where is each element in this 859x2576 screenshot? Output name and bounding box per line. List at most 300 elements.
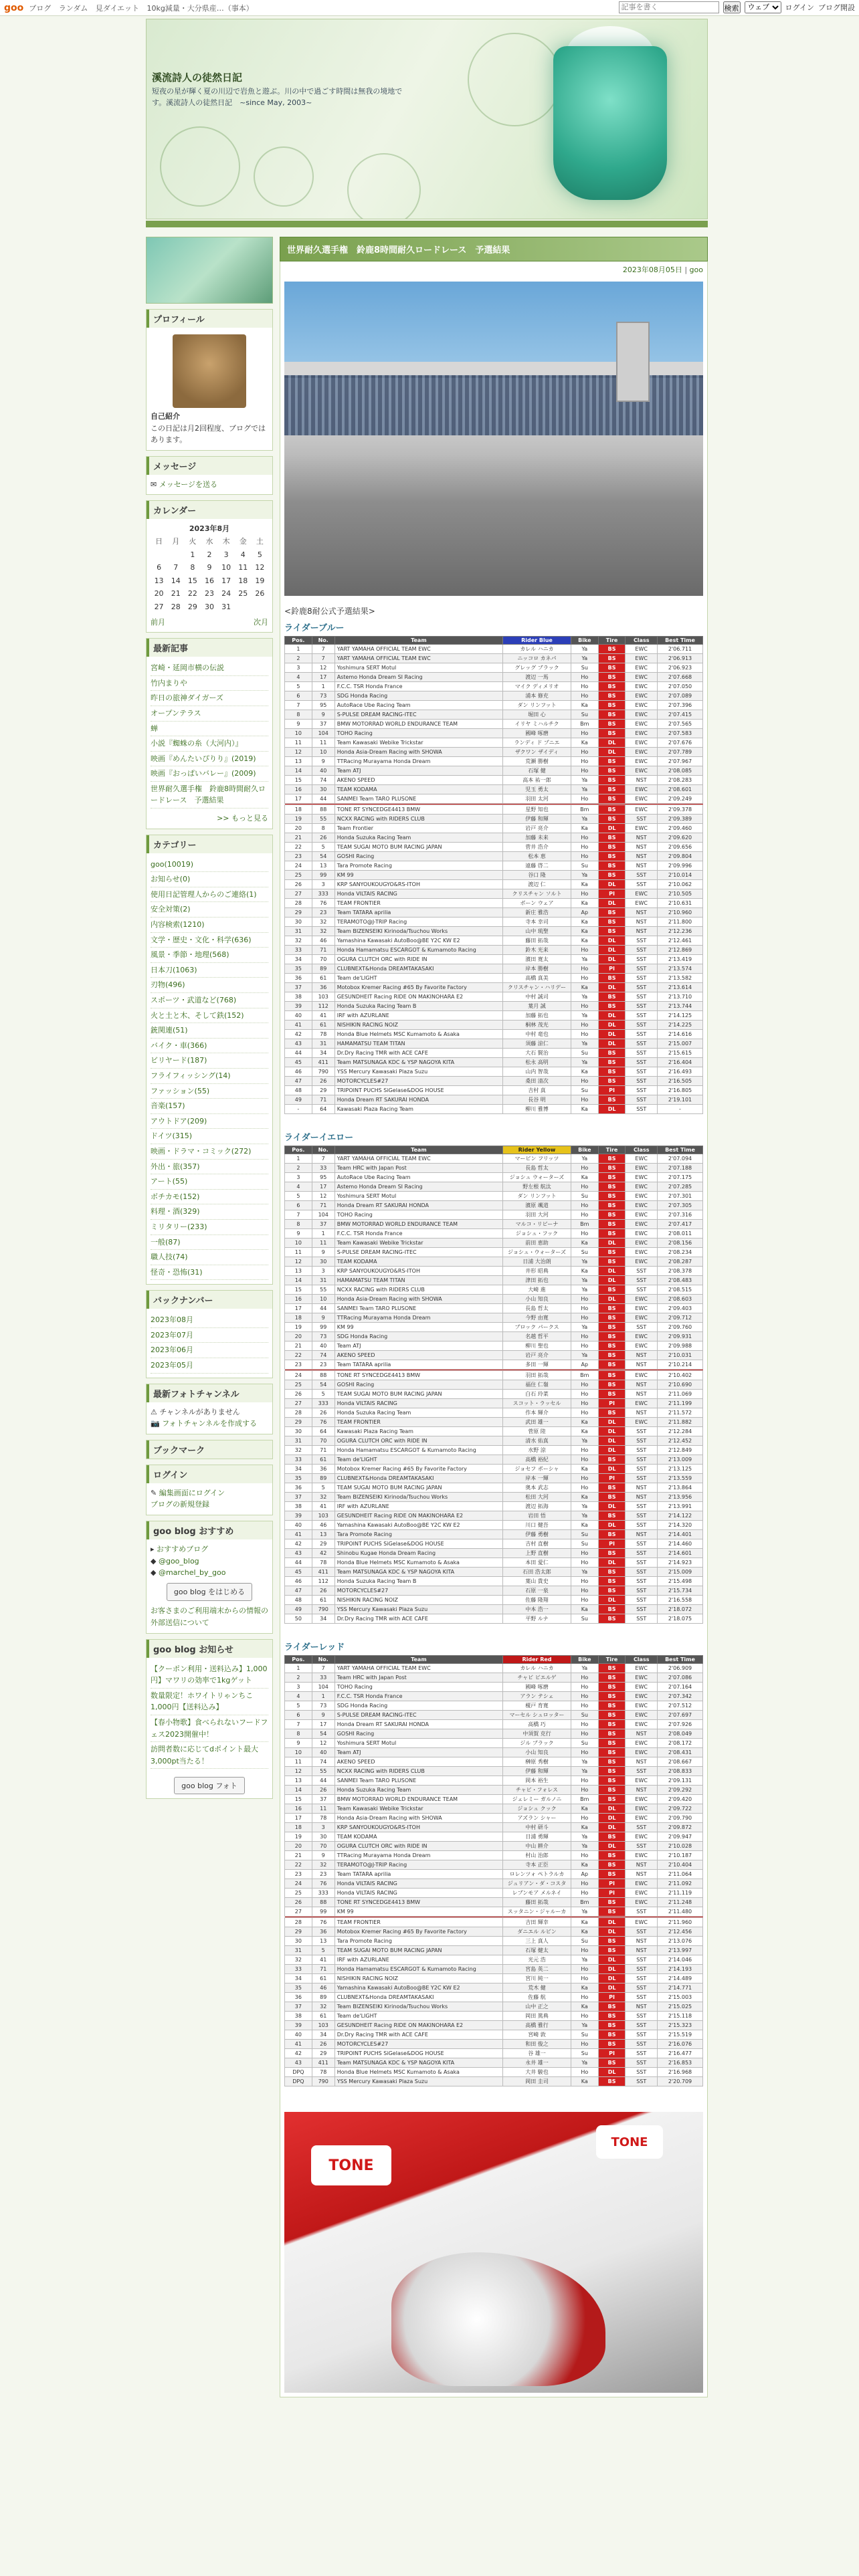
results-cell: 36 bbox=[285, 1993, 312, 2002]
results-cell: SST bbox=[626, 1049, 658, 1058]
category-link[interactable]: 怪奇・恐怖(31) bbox=[151, 1265, 268, 1281]
results-cell: 88 bbox=[312, 1898, 335, 1907]
results-cell: DL bbox=[598, 1011, 626, 1021]
results-cell: SST bbox=[626, 1521, 658, 1530]
category-link[interactable]: 使用日記管理人からのご連絡(1) bbox=[151, 887, 268, 903]
twitter-goo-link[interactable]: @goo_blog bbox=[158, 1556, 199, 1566]
results-cell: 21 bbox=[285, 1341, 312, 1351]
results-cell: SST bbox=[626, 1842, 658, 1851]
results-row bbox=[285, 946, 703, 955]
results-cell: 5 bbox=[285, 682, 312, 691]
results-cell: NST bbox=[626, 1757, 658, 1767]
results-cell: 石原 一泉 bbox=[503, 1586, 571, 1596]
results-cell: DL bbox=[598, 2068, 626, 2077]
backnumber-link[interactable]: 2023年06月 bbox=[151, 1343, 268, 1358]
results-cell: ボーン ウェア bbox=[503, 899, 571, 908]
results-cell: TEAM SUGAI MOTO BUM RACING JAPAN bbox=[335, 1390, 502, 1399]
results-cell: BS bbox=[598, 1323, 626, 1332]
recent-article-link[interactable]: 映画『おっぱいバレー』(2009) bbox=[151, 766, 268, 782]
results-cell: BS bbox=[598, 2012, 626, 2021]
results-cell: Dr.Dry Racing TMR with ACE CAFE bbox=[335, 1614, 502, 1624]
calendar-day[interactable]: 12 bbox=[255, 563, 265, 572]
calendar-day[interactable]: 17 bbox=[221, 576, 231, 585]
results-cell: SST bbox=[626, 2030, 658, 2040]
backnumber-link[interactable]: 2023年08月 bbox=[151, 1313, 268, 1328]
results-cell: Honda Suzuka Racing Team B bbox=[335, 1002, 502, 1011]
results-cell: 2'10.187 bbox=[657, 1851, 702, 1860]
results-cell: 9 bbox=[312, 710, 335, 720]
results-cell: ダン リンフット bbox=[503, 701, 571, 710]
category-link[interactable]: 一般(87) bbox=[151, 1235, 268, 1251]
header-ornament bbox=[160, 126, 240, 207]
results-cell: IRF with AZURLANE bbox=[335, 1011, 502, 1021]
results-cell: 2'08.172 bbox=[657, 1739, 702, 1748]
results-cell: 2'08.049 bbox=[657, 1729, 702, 1739]
results-cell: グレッグ ブラック bbox=[503, 663, 571, 673]
results-cell: 42 bbox=[285, 1539, 312, 1549]
notice-link[interactable]: 数量限定！ホワイトリゃンちこ1,000円【送料込み】 bbox=[151, 1689, 268, 1715]
calendar-day[interactable]: 9 bbox=[207, 563, 212, 572]
results-cell: 葉月 誠 bbox=[503, 1002, 571, 1011]
results-cell: 40 bbox=[312, 766, 335, 776]
recent-article-link[interactable]: 蝉 bbox=[151, 722, 268, 737]
start-goo-blog-button[interactable]: goo blog をはじめる bbox=[167, 1583, 252, 1602]
results-cell: 34 bbox=[312, 1049, 335, 1058]
category-link[interactable]: アウトドア(209) bbox=[151, 1114, 268, 1130]
results-cell: ダニエル ルビン bbox=[503, 1927, 571, 1937]
results-cell: 2'10.214 bbox=[657, 1360, 702, 1370]
category-link[interactable]: 文学・歴史・文化・科学(636) bbox=[151, 933, 268, 948]
results-cell: 2'08.515 bbox=[657, 1285, 702, 1295]
results-cell: BS bbox=[598, 785, 626, 794]
calendar-day[interactable]: 13 bbox=[154, 576, 164, 585]
results-cell: CLUBNEXT&Honda DREAMTAKASAKI bbox=[335, 964, 502, 974]
results-cell: ジョシュ ウォーターズ bbox=[503, 1173, 571, 1182]
top-search-input[interactable] bbox=[619, 1, 719, 13]
results-cell: TEAM SUGAI MOTO BUM RACING JAPAN bbox=[335, 1946, 502, 1955]
results-cell: 2'11.092 bbox=[657, 1879, 702, 1889]
calendar-day[interactable]: 10 bbox=[221, 563, 231, 572]
results-cell: 2'16.558 bbox=[657, 1596, 702, 1605]
results-cell: SST bbox=[626, 2012, 658, 2021]
results-cell: 2'09.131 bbox=[657, 1776, 702, 1786]
results-cell: 74 bbox=[312, 1757, 335, 1767]
results-cell: 2'14.046 bbox=[657, 1955, 702, 1965]
results-cell: Team de'LIGHT bbox=[335, 1455, 502, 1465]
results-cell: SST bbox=[626, 1455, 658, 1465]
results-cell: EWC bbox=[626, 1776, 658, 1786]
results-cell: 前田 恵助 bbox=[503, 1239, 571, 1248]
category-link[interactable]: 料理・酒(329) bbox=[151, 1204, 268, 1220]
results-cell: SST bbox=[626, 1067, 658, 1077]
category-link[interactable]: 銃関連(51) bbox=[151, 1023, 268, 1039]
calendar-day[interactable]: 3 bbox=[223, 550, 229, 559]
calendar-prev-link[interactable]: 前月 bbox=[151, 617, 165, 627]
results-cell: 2'08.156 bbox=[657, 1239, 702, 1248]
results-row bbox=[285, 1267, 703, 1276]
results-cell: 2'10.062 bbox=[657, 880, 702, 889]
results-header-cell: No. bbox=[312, 1146, 335, 1154]
results-cell: 11 bbox=[312, 1239, 335, 1248]
backnumber-link[interactable]: 2023年05月 bbox=[151, 1358, 268, 1374]
results-cell: 31 bbox=[312, 1039, 335, 1049]
results-cell: BS bbox=[598, 1220, 626, 1229]
results-header-cell: Bike bbox=[571, 1656, 598, 1664]
calendar-day[interactable]: 22 bbox=[187, 589, 197, 599]
results-cell: Ho bbox=[571, 1673, 598, 1683]
results-cell: Ho bbox=[571, 1021, 598, 1030]
results-cell: 8 bbox=[285, 1729, 312, 1739]
results-cell: 2'10.402 bbox=[657, 1371, 702, 1380]
results-row bbox=[285, 1341, 703, 1351]
results-row bbox=[285, 673, 703, 682]
results-cell: EWC bbox=[626, 1739, 658, 1748]
results-cell: NST bbox=[626, 1360, 658, 1370]
results-row bbox=[285, 701, 703, 710]
category-link[interactable]: 安全対策(2) bbox=[151, 902, 268, 918]
goo-blog-photo-button[interactable]: goo blog フォト bbox=[174, 1777, 245, 1794]
results-cell: PI bbox=[598, 2049, 626, 2058]
recent-article-link[interactable]: 竹内まりや bbox=[151, 676, 268, 691]
results-cell: S-PULSE DREAM RACING-ITEC bbox=[335, 1248, 502, 1257]
calendar-day[interactable]: 4 bbox=[240, 550, 246, 559]
calendar-day[interactable]: 18 bbox=[238, 576, 248, 585]
results-cell: 小山 知良 bbox=[503, 1748, 571, 1757]
top-link-random[interactable]: ランダム bbox=[58, 3, 88, 13]
cal-dow: 土 bbox=[256, 536, 264, 546]
results-cell: 39 bbox=[285, 1002, 312, 1011]
search-scope-select[interactable] bbox=[745, 1, 781, 13]
results-cell: Ho bbox=[571, 1380, 598, 1390]
results-cell: Team BIZENSEIKI Kirinoda/Tsuchou Works bbox=[335, 927, 502, 936]
backnumber-link[interactable]: 2023年07月 bbox=[151, 1328, 268, 1344]
results-cell: 2'14.320 bbox=[657, 1521, 702, 1530]
results-cell: Honda Asia-Dream Racing with SHOWA bbox=[335, 748, 502, 757]
category-link[interactable]: 内容検索(1210) bbox=[151, 918, 268, 933]
results-cell: SST bbox=[626, 992, 658, 1002]
calendar-day[interactable]: 7 bbox=[173, 563, 179, 572]
recent-more-link[interactable]: >> もっと見る bbox=[217, 814, 268, 823]
results-cell: 27 bbox=[285, 1907, 312, 1917]
results-cell: 30 bbox=[285, 918, 312, 927]
results-cell: 21 bbox=[285, 1851, 312, 1860]
calendar-day[interactable]: 31 bbox=[221, 602, 231, 611]
results-row bbox=[285, 1011, 703, 1021]
create-photo-channel-link[interactable]: フォトチャンネルを作成する bbox=[162, 1419, 257, 1428]
twitter-marchel-link[interactable]: @marchel_by_goo bbox=[158, 1568, 226, 1578]
results-cell: 39 bbox=[285, 2021, 312, 2030]
results-cell: EWC bbox=[626, 1371, 658, 1380]
calendar-day[interactable]: 16 bbox=[204, 576, 214, 585]
results-cell: Yoshimura SERT Motul bbox=[335, 1739, 502, 1748]
results-cell: 2'11.199 bbox=[657, 1399, 702, 1408]
calendar-day[interactable]: 6 bbox=[157, 563, 162, 572]
results-cell: 73 bbox=[312, 691, 335, 701]
results-cell: 27 bbox=[285, 1399, 312, 1408]
results-cell: 13 bbox=[285, 757, 312, 766]
results-cell: BS bbox=[598, 701, 626, 710]
results-cell: 2'12.869 bbox=[657, 946, 702, 955]
results-cell: Ya bbox=[571, 1832, 598, 1842]
results-cell: 47 bbox=[285, 1586, 312, 1596]
results-cell: 74 bbox=[312, 1351, 335, 1360]
results-cell: NST bbox=[626, 1530, 658, 1539]
results-cell: BS bbox=[598, 1605, 626, 1614]
results-cell: 1 bbox=[312, 1229, 335, 1239]
results-cell: 2'07.926 bbox=[657, 1720, 702, 1729]
recent-article-link[interactable]: 昨日の旅神ダイガーズ bbox=[151, 691, 268, 706]
category-link[interactable]: 映画・ドラマ・コミック(272) bbox=[151, 1144, 268, 1160]
results-cell: 2'14.616 bbox=[657, 1030, 702, 1039]
results-cell: EWC bbox=[626, 691, 658, 701]
results-cell: DL bbox=[598, 1030, 626, 1039]
article-date[interactable]: 2023年08月05日 bbox=[622, 265, 682, 274]
results-cell: 35 bbox=[285, 964, 312, 974]
results-cell: 2'07.094 bbox=[657, 1154, 702, 1164]
calendar-day[interactable]: 29 bbox=[187, 602, 197, 611]
results-cell: 桑田 清次 bbox=[503, 1077, 571, 1086]
results-cell: BS bbox=[598, 992, 626, 1002]
results-row bbox=[285, 1049, 703, 1058]
calendar-day[interactable]: 28 bbox=[171, 602, 181, 611]
results-header-cell: No. bbox=[312, 637, 335, 645]
results-cell: 今野 由寛 bbox=[503, 1313, 571, 1323]
backnumber-heading: バックナンバー bbox=[147, 1291, 272, 1309]
pencil-icon: ✎ bbox=[151, 1488, 159, 1497]
cal-dow: 金 bbox=[239, 536, 247, 546]
results-cell: 76 bbox=[312, 1418, 335, 1427]
category-link[interactable]: バイク・車(366) bbox=[151, 1039, 268, 1054]
results-cell: EWC bbox=[626, 1748, 658, 1757]
results-cell: Ho bbox=[571, 1446, 598, 1455]
results-cell: EWC bbox=[626, 889, 658, 899]
calendar-day[interactable]: 30 bbox=[204, 602, 214, 611]
results-cell: 2'08.085 bbox=[657, 766, 702, 776]
results-cell: 清水 佑真 bbox=[503, 1436, 571, 1446]
calendar-day[interactable]: 23 bbox=[204, 589, 214, 599]
results-cell: AutoRace Ube Racing Team bbox=[335, 1173, 502, 1182]
results-cell: KM 99 bbox=[335, 1907, 502, 1917]
results-cell: BS bbox=[598, 1002, 626, 1011]
results-row bbox=[285, 899, 703, 908]
main-layout bbox=[146, 237, 708, 2397]
calendar-day[interactable]: 26 bbox=[255, 589, 265, 599]
results-cell: BS bbox=[598, 1408, 626, 1418]
results-cell: Ho bbox=[571, 889, 598, 899]
results-cell: Ka bbox=[571, 1427, 598, 1436]
results-cell: 41 bbox=[312, 1011, 335, 1021]
results-cell: 2'09.420 bbox=[657, 1795, 702, 1804]
results-cell: 38 bbox=[285, 2012, 312, 2021]
category-link[interactable]: 火と土と木、そして鉄(152) bbox=[151, 1008, 268, 1024]
article-title[interactable]: 世界耐久選手権 鈴鹿8時間耐久ロードレース 予選結果 bbox=[280, 237, 708, 261]
results-cell: BS bbox=[598, 794, 626, 804]
results-cell: 岩戸 亮介 bbox=[503, 824, 571, 833]
results-cell: 39 bbox=[285, 1511, 312, 1521]
notice-link[interactable]: 【クーポン利用・送料込み】1,000円】マワリの効率で1kgゲット bbox=[151, 1662, 268, 1689]
recommend-blog-link[interactable]: おすすめブログ bbox=[157, 1545, 209, 1554]
results-row bbox=[285, 720, 703, 729]
category-link[interactable]: フライフィッシング(14) bbox=[151, 1069, 268, 1084]
results-cell: 2'07.415 bbox=[657, 710, 702, 720]
results-cell: 2'07.086 bbox=[657, 1673, 702, 1683]
results-cell: 9 bbox=[285, 1739, 312, 1748]
results-row bbox=[285, 861, 703, 871]
results-row bbox=[285, 1596, 703, 1605]
category-link[interactable]: 日本刀(1063) bbox=[151, 963, 268, 978]
notice-link[interactable]: 【春小物歌】食べられないフードフェス2023開催中！ bbox=[151, 1715, 268, 1742]
results-row bbox=[285, 1239, 703, 1248]
results-cell: ジェレミー ガルノニ bbox=[503, 1795, 571, 1804]
mail-icon: ✉ bbox=[151, 479, 159, 489]
results-cell: TEAM KODAMA bbox=[335, 1257, 502, 1267]
motorcycle bbox=[391, 2252, 605, 2386]
category-link[interactable]: 外出・旅(357) bbox=[151, 1160, 268, 1175]
results-cell: 谷 雄一 bbox=[503, 2049, 571, 2058]
calendar-day[interactable]: 14 bbox=[171, 576, 181, 585]
results-cell: 7 bbox=[312, 1154, 335, 1164]
results-cell: Ka bbox=[571, 1239, 598, 1248]
calendar-day[interactable]: 15 bbox=[187, 576, 197, 585]
results-row bbox=[285, 833, 703, 843]
results-row bbox=[285, 1192, 703, 1201]
results-cell: EWC bbox=[626, 701, 658, 710]
category-link[interactable]: ミリタリー(233) bbox=[151, 1220, 268, 1235]
calendar-day[interactable]: 2 bbox=[207, 550, 212, 559]
results-cell: Ya bbox=[571, 1039, 598, 1049]
results-cell: Team MATSUNAGA KDC & YSP NAGOYA KITA bbox=[335, 1568, 502, 1577]
results-cell: Kawasaki Plaza Racing Team bbox=[335, 1427, 502, 1436]
results-cell: ジョシュ クック bbox=[503, 1804, 571, 1814]
results-cell: DL bbox=[598, 738, 626, 748]
results-cell: 2'07.089 bbox=[657, 691, 702, 701]
results-cell: BS bbox=[598, 710, 626, 720]
results-cell: EWC bbox=[626, 1804, 658, 1814]
results-table bbox=[284, 636, 703, 1114]
category-link[interactable]: ビリヤード(187) bbox=[151, 1053, 268, 1069]
results-cell: 2'09.996 bbox=[657, 861, 702, 871]
results-cell: Su bbox=[571, 1248, 598, 1257]
results-cell: 790 bbox=[312, 1605, 335, 1614]
results-cell: Tara Promote Racing bbox=[335, 861, 502, 871]
results-cell: EWC bbox=[626, 1795, 658, 1804]
calendar-heading: カレンダー bbox=[147, 501, 272, 519]
results-row bbox=[285, 710, 703, 720]
results-cell: Team MATSUNAGA KDC & YSP NAGOYA KITA bbox=[335, 2058, 502, 2068]
results-cell: GESUNDHEIT Racing RIDE ON MAKINOHARA E2 bbox=[335, 992, 502, 1002]
edit-login-link[interactable]: 編集画面にログイン bbox=[159, 1488, 225, 1497]
results-cell: Ho bbox=[571, 1701, 598, 1711]
pit-photo bbox=[284, 2112, 703, 2393]
results-cell: Team Kawasaki Webike Trickstar bbox=[335, 738, 502, 748]
results-row bbox=[285, 1002, 703, 1011]
results-cell: 34 bbox=[285, 1974, 312, 1983]
results-cell: KM 99 bbox=[335, 871, 502, 880]
category-link[interactable]: ドイツ(315) bbox=[151, 1129, 268, 1144]
results-row bbox=[285, 1860, 703, 1870]
calendar-day[interactable]: 20 bbox=[154, 589, 164, 599]
category-link[interactable]: お知らせ(0) bbox=[151, 872, 268, 887]
results-header-cell: No. bbox=[312, 1656, 335, 1664]
results-header-cell: Team bbox=[335, 1146, 502, 1154]
category-link[interactable]: goo(10019) bbox=[151, 857, 268, 873]
results-cell: BS bbox=[598, 1568, 626, 1577]
article-category[interactable]: goo bbox=[689, 265, 703, 274]
calendar-day[interactable]: 24 bbox=[221, 589, 231, 599]
results-cell: 松田 大河 bbox=[503, 1493, 571, 1502]
recent-article-link[interactable]: 宮崎・延岡市横の伝説 bbox=[151, 661, 268, 676]
results-cell: Honda Hamamatsu ESCARGOT & Kumamoto Racing bbox=[335, 1446, 502, 1455]
send-message-link[interactable]: メッセージを送る bbox=[159, 479, 218, 489]
top-search-button[interactable]: 検索 bbox=[723, 1, 741, 13]
results-cell: Ho bbox=[571, 1879, 598, 1889]
calendar-day[interactable]: 25 bbox=[238, 589, 248, 599]
results-cell: Su bbox=[571, 2030, 598, 2040]
results-cell: Ya bbox=[571, 654, 598, 663]
results-cell: 2'07.512 bbox=[657, 1701, 702, 1711]
top-promo[interactable]: 10kg減量・大分県産…（事本） bbox=[147, 3, 254, 13]
results-cell: 伊藤 和輝 bbox=[503, 815, 571, 824]
results-cell: 10 bbox=[285, 729, 312, 738]
category-link[interactable]: アート(55) bbox=[151, 1174, 268, 1190]
results-row bbox=[285, 663, 703, 673]
calendar-day[interactable]: 11 bbox=[238, 563, 248, 572]
recent-article-link[interactable]: 小説『蜘蛛の糸（大河内）』 bbox=[151, 736, 268, 752]
category-link[interactable]: ファッション(55) bbox=[151, 1084, 268, 1099]
notice-link[interactable]: 訪問者数に応じてdポイント最大3,000pt当たる！ bbox=[151, 1742, 268, 1769]
calendar-day[interactable]: 5 bbox=[257, 550, 262, 559]
calendar-day[interactable]: 21 bbox=[171, 589, 181, 599]
category-link[interactable]: 職人技(74) bbox=[151, 1250, 268, 1265]
recent-article-link[interactable]: 映画『めんたいぴりり』(2019) bbox=[151, 752, 268, 767]
results-cell: BS bbox=[598, 843, 626, 852]
category-link[interactable]: ボチカモ(152) bbox=[151, 1190, 268, 1205]
results-cell: Bm bbox=[571, 805, 598, 815]
category-link[interactable]: 風景・季節・地理(568) bbox=[151, 948, 268, 963]
goo-logo[interactable]: goo bbox=[4, 2, 24, 13]
results-cell: TRIPOINT PUCHS SiGelase&DOG HOUSE bbox=[335, 1539, 502, 1549]
calendar-day[interactable]: 19 bbox=[255, 576, 265, 585]
results-cell: 21 bbox=[285, 833, 312, 843]
category-link[interactable]: スポーツ・武道など(768) bbox=[151, 993, 268, 1008]
data-transmission-link[interactable]: お客さまのご利用端末からの情報の外部送信について bbox=[151, 1606, 268, 1627]
results-cell: DL bbox=[598, 1927, 626, 1937]
top-link-blog[interactable]: ブログ bbox=[29, 3, 52, 13]
register-link[interactable]: ブログの新規登録 bbox=[151, 1500, 209, 1509]
calendar-day[interactable]: 1 bbox=[190, 550, 195, 559]
results-cell: EWC bbox=[626, 1295, 658, 1304]
results-row bbox=[285, 1786, 703, 1795]
category-link[interactable]: 音楽(157) bbox=[151, 1099, 268, 1114]
top-link-diet[interactable]: 見ダイエット bbox=[95, 3, 139, 13]
help-link[interactable]: ブログ開設 bbox=[818, 3, 855, 12]
results-cell: Su bbox=[571, 710, 598, 720]
results-cell: Ka bbox=[571, 880, 598, 889]
calendar-day[interactable]: 8 bbox=[190, 563, 195, 572]
recent-article-link[interactable]: 世界耐久選手権 鈴鹿8時間耐久ロードレース 予選結果 bbox=[151, 782, 268, 809]
category-link[interactable]: 刃物(496) bbox=[151, 978, 268, 993]
calendar-day[interactable]: 27 bbox=[154, 602, 164, 611]
recent-article-link[interactable]: オープンテラス bbox=[151, 706, 268, 722]
login-link[interactable]: ログイン bbox=[785, 3, 814, 12]
results-cell: DL bbox=[598, 1918, 626, 1927]
tone-banner: TONE bbox=[311, 2145, 391, 2185]
results-cell: 95 bbox=[312, 1173, 335, 1182]
calendar-next-link[interactable]: 次月 bbox=[254, 617, 268, 627]
blog-title[interactable]: 溪流詩人の徒然日記 bbox=[152, 72, 243, 84]
results-cell: DL bbox=[598, 1804, 626, 1814]
results-cell: ダン リンフット bbox=[503, 1192, 571, 1201]
